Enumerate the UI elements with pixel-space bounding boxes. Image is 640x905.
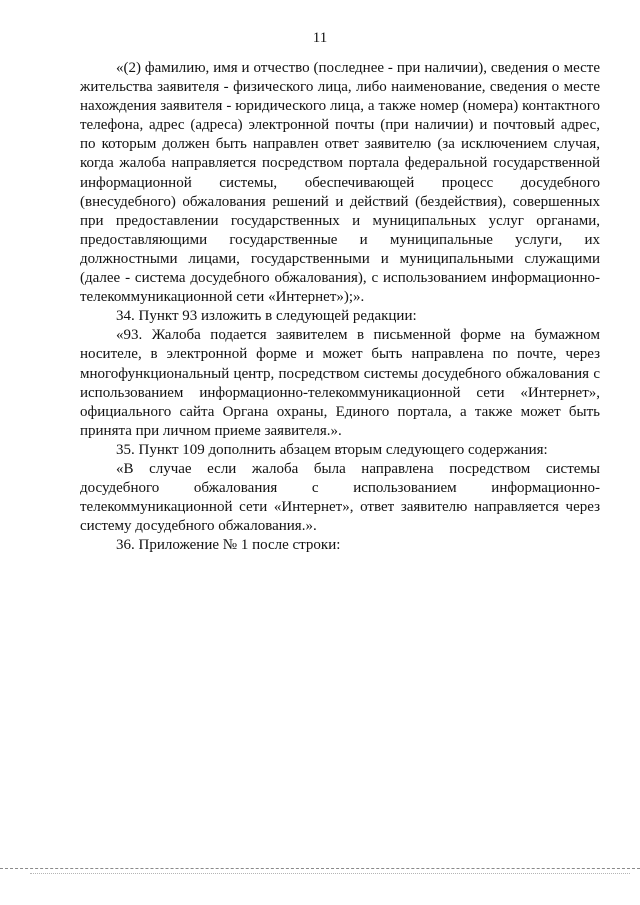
- document-body: [80, 59, 600, 555]
- paragraph-point-36: 36. Приложение № 1 после строки:: [116, 537, 341, 554]
- scan-edge-line-secondary: [30, 873, 630, 874]
- page-number: 11: [312, 30, 328, 46]
- paragraph-item-2-amendment: «(2) фамилию, имя и отчество (последнее - при наличии), сведения о месте жительства заявителя - физического лица, либо наименование, сведения о месте нахождения заявителя - юридического лица, а также номер (номера) контактного телефона, адрес (адреса) электронной почты (при наличии) и почтовый адрес, по которым должен быть направлен ответ заявителю (за исключением случая, когда жалоба направляется посредством портала федеральной государственной информационной системы, обеспечивающей процесс досудебного (внесудебного) обжалования решений и действий (бездействия), совершенных при предоставлении государственных и муниципальных услуг органами, предоставляющими государственные и муниципальные услуги, их должностными лицами, государственными и муниципальными служащими (далее - система досудебного обжалования), с использованием информационно-телекоммуникационной сети «Интернет»);».: [80, 60, 600, 306]
- paragraph-point-109-addition: «В случае если жалоба была направлена посредством системы досудебного обжалования с использованием информационно-телекоммуникационной сети «Интернет», ответ заявителю направляется через систему досудебного обжалования.».: [80, 460, 600, 535]
- scan-edge-line: [0, 868, 640, 869]
- paragraph-point-93-text: «93. Жалоба подается заявителем в письменной форме на бумажном носителе, в электронной форме и может быть направлена по почте, через многофункциональный центр, посредством системы досудебного обжалования с использованием информационно-телекоммуникационной сети «Интернет», официального сайта Органа охраны, Единого портала, а также может быть принята при личном приеме заявителя.».: [80, 327, 600, 439]
- paragraph-point-35: 35. Пункт 109 дополнить абзацем вторым следующего содержания:: [116, 441, 548, 458]
- paragraph-point-34: 34. Пункт 93 изложить в следующей редакции:: [116, 308, 417, 325]
